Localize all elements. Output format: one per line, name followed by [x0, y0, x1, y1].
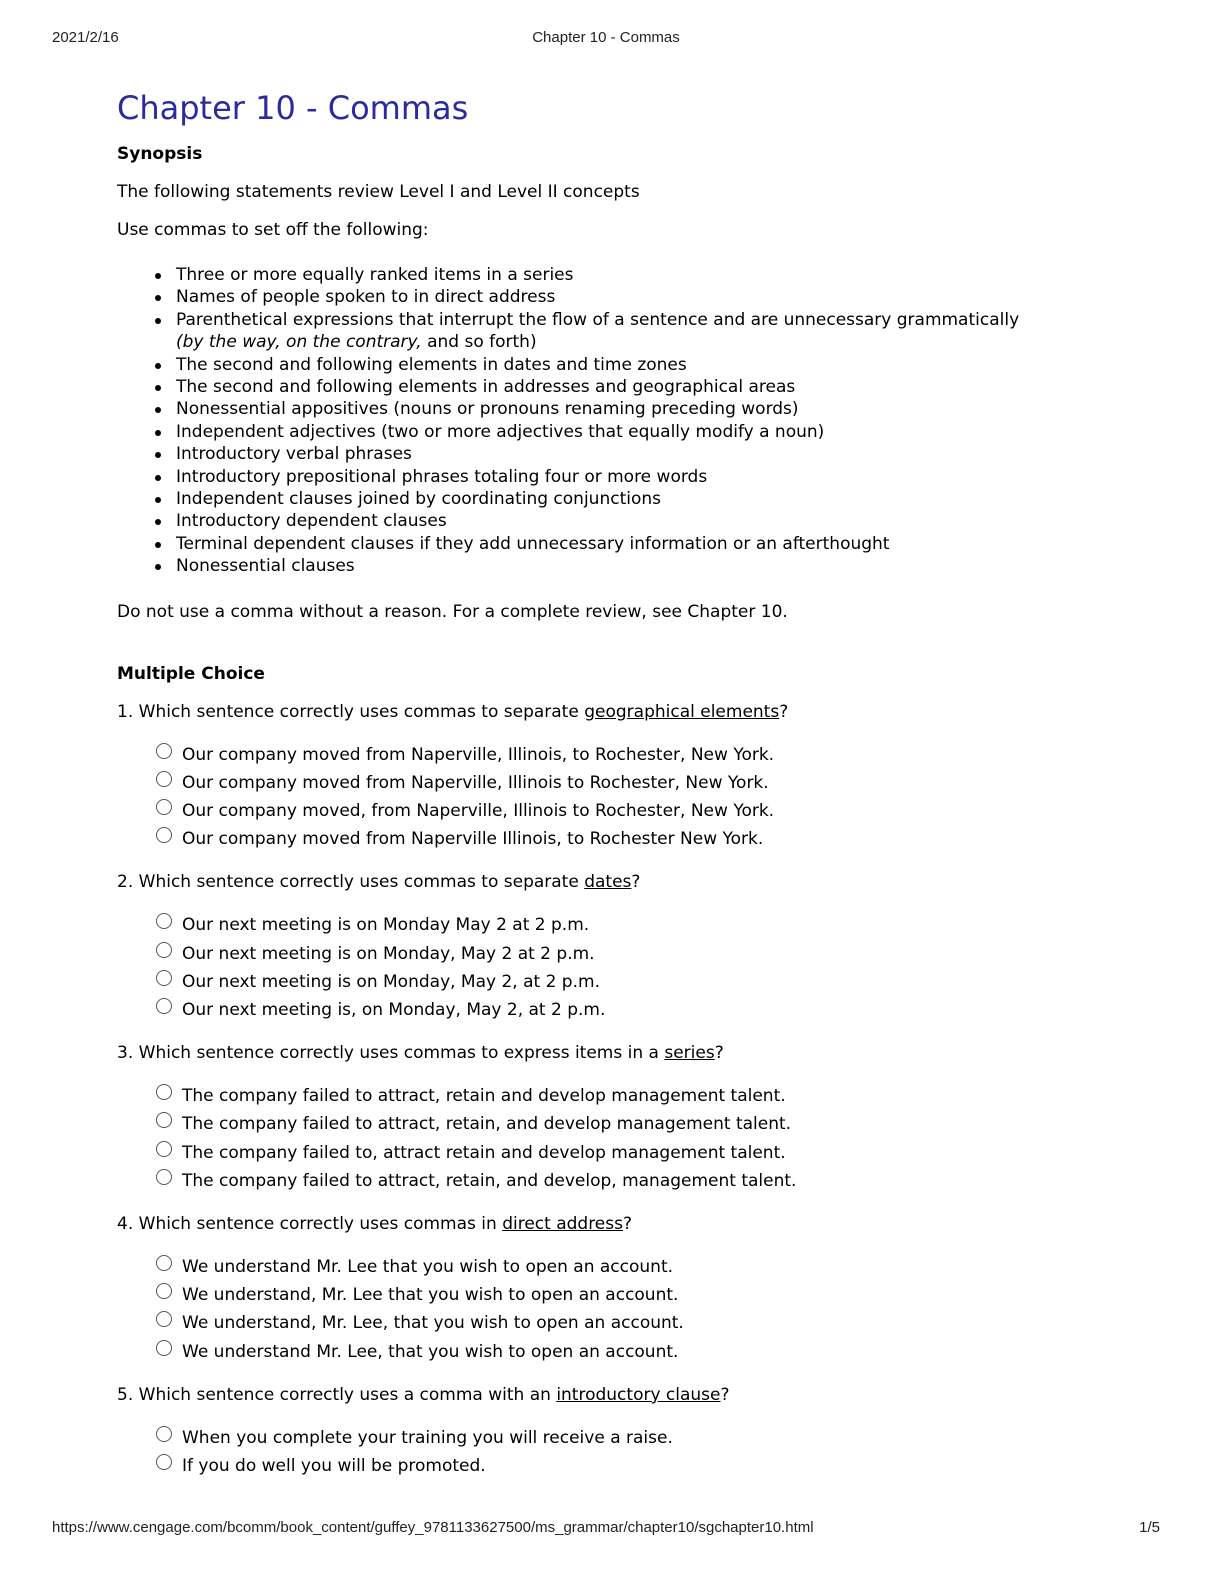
answer-options — [155, 743, 1117, 856]
main-content — [117, 88, 1117, 1482]
list-item: Three or more equally ranked items in a series — [176, 264, 1117, 286]
radio-button[interactable] — [156, 913, 172, 929]
rule-examples-rest: and so forth) — [421, 332, 537, 353]
answer-option[interactable] — [155, 1141, 1117, 1169]
option-label: The company failed to attract, retain, and develop, management talent. — [182, 1170, 797, 1191]
page-title: Chapter 10 - Commas — [117, 89, 469, 127]
option-label: We understand, Mr. Lee, that you wish to open an account. — [182, 1313, 684, 1334]
list-item: Nonessential clauses — [176, 555, 1117, 577]
synopsis-intro: The following statements review Level I and Level II concepts — [117, 182, 640, 202]
option-label: Our next meeting is, on Monday, May 2, at 2 p.m. — [182, 1000, 606, 1020]
answer-option[interactable] — [155, 1084, 1117, 1112]
print-footer — [52, 1519, 1160, 1539]
list-item: Introductory dependent clauses — [176, 510, 1117, 532]
list-item: Nonessential appositives (nouns or pronouns renaming preceding words) — [176, 398, 1117, 420]
page-number: 1/5 — [1139, 1519, 1160, 1536]
radio-button[interactable] — [156, 827, 172, 843]
answer-option[interactable] — [155, 1112, 1117, 1140]
radio-button[interactable] — [156, 1169, 172, 1185]
answer-options — [155, 1426, 1117, 1482]
answer-option[interactable] — [155, 799, 1117, 827]
option-label: We understand Mr. Lee that you wish to open an account. — [182, 1256, 674, 1277]
radio-button[interactable] — [156, 1084, 172, 1100]
question-3 — [117, 1042, 1117, 1197]
option-label: Our company moved, from Naperville, Illinois to Rochester, New York. — [182, 801, 775, 822]
radio-button[interactable] — [156, 743, 172, 759]
answer-options — [155, 1084, 1117, 1197]
option-label: The company failed to attract, retain, and develop management talent. — [182, 1114, 792, 1135]
answer-option[interactable] — [155, 1311, 1117, 1339]
list-item: Introductory verbal phrases — [176, 443, 1117, 465]
radio-button[interactable] — [156, 1255, 172, 1271]
option-label: If you do well you will be promoted. — [182, 1455, 486, 1476]
question-topic: dates — [584, 872, 632, 893]
option-label: The company failed to, attract retain and develop management talent. — [182, 1142, 786, 1163]
question-text: 2. Which sentence correctly uses commas to separate dates? — [117, 872, 641, 893]
answer-option[interactable] — [155, 1283, 1117, 1311]
option-label: Our next meeting is on Monday, May 2 at 2 p.m. — [182, 943, 595, 964]
list-item: The second and following elements in dates and time zones — [176, 354, 1117, 376]
rule-examples-italic: (by the way, on the contrary, — [176, 332, 422, 353]
synopsis-closing: Do not use a comma without a reason. For a complete review, see Chapter 10. — [117, 601, 788, 622]
question-topic: series — [664, 1043, 715, 1064]
radio-button[interactable] — [156, 998, 172, 1014]
radio-button[interactable] — [156, 1112, 172, 1128]
option-label: Our next meeting is on Monday, May 2, at 2 p.m. — [182, 971, 600, 992]
question-2 — [117, 871, 1117, 1026]
option-label: The company failed to attract, retain and develop management talent. — [182, 1086, 786, 1107]
list-item: Independent clauses joined by coordinating conjunctions — [176, 488, 1117, 510]
question-1 — [117, 701, 1117, 856]
list-item: Independent adjectives (two or more adjectives that equally modify a noun) — [176, 421, 1117, 443]
source-url: https://www.cengage.com/bcomm/book_content/guffey_9781133627500/ms_grammar/chapter10/sgchapter10.html — [52, 1519, 814, 1536]
question-topic: introductory clause — [556, 1384, 721, 1405]
radio-button[interactable] — [156, 1340, 172, 1356]
answer-option[interactable] — [155, 827, 1117, 855]
question-text: 3. Which sentence correctly uses commas to express items in a series? — [117, 1043, 724, 1064]
answer-option[interactable] — [155, 743, 1117, 771]
answer-options — [155, 1255, 1117, 1368]
print-date: 2021/2/16 — [52, 29, 119, 46]
print-header — [52, 29, 1160, 49]
answer-option[interactable] — [155, 913, 1117, 941]
question-5 — [117, 1384, 1117, 1482]
question-topic: geographical elements — [584, 701, 780, 722]
option-label: Our company moved from Naperville, Illinois to Rochester, New York. — [182, 772, 769, 793]
radio-button[interactable] — [156, 771, 172, 787]
radio-button[interactable] — [156, 799, 172, 815]
question-topic: direct address — [502, 1213, 623, 1234]
list-item: Introductory prepositional phrases totaling four or more words — [176, 466, 1117, 488]
radio-button[interactable] — [156, 1426, 172, 1442]
answer-option[interactable] — [155, 998, 1117, 1026]
question-text: 1. Which sentence correctly uses commas to separate geographical elements? — [117, 701, 789, 722]
option-label: Our company moved from Naperville Illinois, to Rochester New York. — [182, 829, 764, 850]
answer-option[interactable] — [155, 1340, 1117, 1368]
multiple-choice-heading: Multiple Choice — [117, 663, 265, 684]
answer-options — [155, 913, 1117, 1026]
answer-option[interactable] — [155, 771, 1117, 799]
radio-button[interactable] — [156, 1283, 172, 1299]
option-label: When you complete your training you will receive a raise. — [182, 1427, 673, 1448]
synopsis-lead: Use commas to set off the following: — [117, 220, 429, 240]
list-item: Names of people spoken to in direct address — [176, 286, 1117, 308]
option-label: Our next meeting is on Monday May 2 at 2 p.m. — [182, 915, 590, 936]
answer-option[interactable] — [155, 942, 1117, 970]
question-text: 5. Which sentence correctly uses a comma with an introductory clause? — [117, 1384, 730, 1405]
synopsis-heading: Synopsis — [117, 144, 203, 164]
list-item: Parenthetical expressions that interrupt the flow of a sentence and are unnecessary grammatically (by the way, on the contrary, and so forth) — [176, 309, 1117, 354]
radio-button[interactable] — [156, 1311, 172, 1327]
radio-button[interactable] — [156, 942, 172, 958]
radio-button[interactable] — [156, 1454, 172, 1470]
list-item: Terminal dependent clauses if they add unnecessary information or an afterthought — [176, 533, 1117, 555]
radio-button[interactable] — [156, 970, 172, 986]
question-text: 4. Which sentence correctly uses commas in direct address? — [117, 1213, 633, 1234]
print-title: Chapter 10 - Commas — [532, 29, 680, 46]
radio-button[interactable] — [156, 1141, 172, 1157]
option-label: Our company moved from Naperville, Illinois, to Rochester, New York. — [182, 744, 775, 765]
option-label: We understand, Mr. Lee that you wish to open an account. — [182, 1285, 679, 1306]
option-label: We understand Mr. Lee, that you wish to open an account. — [182, 1341, 679, 1362]
answer-option[interactable] — [155, 1454, 1117, 1482]
list-item: The second and following elements in addresses and geographical areas — [176, 376, 1117, 398]
answer-option[interactable] — [155, 1169, 1117, 1197]
answer-option[interactable] — [155, 1255, 1117, 1283]
answer-option[interactable] — [155, 1426, 1117, 1454]
answer-option[interactable] — [155, 970, 1117, 998]
comma-rules-list — [117, 264, 1117, 578]
question-4 — [117, 1213, 1117, 1368]
